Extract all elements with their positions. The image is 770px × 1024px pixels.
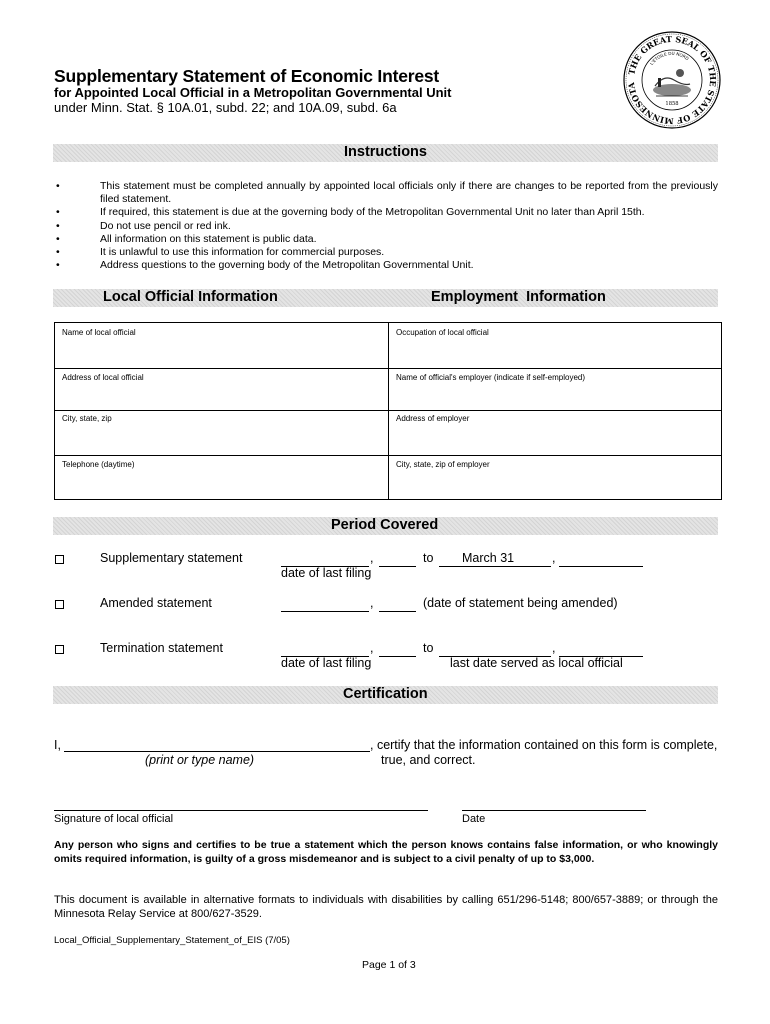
seal-outer-text: THE GREAT SEAL OF THE STATE OF MINNESOTA [625, 33, 719, 127]
page-subtitle: for Appointed Local Official in a Metropolitan Governmental Unit [54, 85, 452, 100]
supplementary-label: Supplementary statement [100, 551, 243, 565]
bullet-icon: • [56, 232, 60, 245]
date-label: Date [462, 813, 486, 825]
statute-reference: under Minn. Stat. § 10A.01, subd. 22; and 10A.09, subd. 6a [54, 100, 397, 115]
instructions-list [54, 180, 718, 272]
signature-line[interactable] [54, 810, 428, 811]
print-name-line[interactable] [64, 751, 370, 752]
form-id: Local_Official_Supplementary_Statement_of_EIS (7/05) [54, 935, 290, 946]
instructions-heading: Instructions [344, 144, 427, 160]
bullet-icon: • [56, 219, 60, 232]
supplementary-end-date: March 31 [462, 551, 515, 565]
termination-year-line[interactable] [379, 656, 416, 657]
bullet-icon: • [56, 180, 60, 192]
termination-label: Termination statement [100, 641, 223, 655]
amended-label: Amended statement [100, 596, 212, 610]
supplementary-checkbox[interactable] [55, 555, 64, 564]
city-state-zip-field[interactable]: City, state, zip [62, 414, 112, 423]
local-official-heading: Local Official Information [103, 289, 278, 305]
supplementary-year-line[interactable] [379, 566, 416, 567]
date-line[interactable] [462, 810, 646, 811]
page-number: Page 1 of 3 [362, 959, 416, 971]
termination-caption-left: date of last filing [281, 656, 372, 670]
employer-city-field[interactable]: City, state, zip of employer [396, 460, 490, 469]
signature-label: Signature of local official [54, 813, 174, 825]
list-item: • If required, this statement is due at the governing body of the Metropolitan Governmental Unit no later than April 15th. [56, 206, 645, 219]
employment-heading: Employment Information [431, 289, 606, 305]
certification-heading: Certification [343, 686, 428, 702]
bullet-icon: • [56, 259, 60, 272]
seal-motto: L'ETOILE DU NORD [648, 50, 690, 66]
amended-year-line[interactable] [379, 611, 416, 612]
employer-address-field[interactable]: Address of employer [396, 414, 470, 423]
supplementary-caption: date of last filing [281, 566, 372, 580]
termination-caption-right: last date served as local official [450, 656, 623, 670]
accessibility-notice: This document is available in alternative formats to individuals with disabilities by calling 651/296-5148; 800/657-3889; or through the Minnesota Relay Service at 800/627-3529. [54, 894, 718, 920]
list-item: • Address questions to the governing body of the Metropolitan Governmental Unit. [56, 259, 474, 272]
supplementary-end-line [439, 566, 551, 567]
print-name-caption: (print or type name) [145, 753, 255, 767]
list-item: • This statement must be completed annually by appointed local officials only if there are changes to be reported from the previously filed statement. [56, 180, 718, 206]
list-item: • It is unlawful to use this information for commercial purposes. [56, 246, 385, 259]
occupation-field[interactable]: Occupation of local official [396, 328, 489, 337]
bullet-icon: • [56, 246, 60, 259]
telephone-field[interactable]: Telephone (daytime) [62, 460, 135, 469]
bullet-icon: • [56, 206, 60, 219]
svg-text:L'ETOILE DU NORD [649, 51, 690, 66]
name-field[interactable]: Name of local official [62, 328, 136, 337]
address-field[interactable]: Address of local official [62, 373, 144, 382]
info-grid [54, 322, 722, 500]
supplementary-end-year-line[interactable] [559, 566, 643, 567]
svg-text:THE GREAT SEAL OF THE STATE OF [626, 34, 718, 126]
certification-statement: , certify that the information contained on this form is complete, [370, 738, 718, 752]
employer-name-field[interactable]: Name of official's employer (indicate if self-employed) [396, 373, 586, 382]
list-item: • All information on this statement is public data. [56, 232, 317, 245]
amended-month-line[interactable] [281, 611, 369, 612]
termination-checkbox[interactable] [55, 645, 64, 654]
state-seal-logo [622, 30, 722, 130]
seal-year: 1858 [665, 101, 679, 107]
list-item: • Do not use pencil or red ink. [56, 219, 231, 232]
amended-checkbox[interactable] [55, 600, 64, 609]
amended-note: (date of statement being amended) [423, 596, 618, 610]
legal-warning: Any person who signs and certifies to be true a statement which the person knows contains false information, or who knowingly omits required information, is guilty of a gross misdemeanor and is subject to a civil penalty of up to $3,000. [54, 839, 718, 865]
period-heading: Period Covered [331, 517, 439, 533]
page-title: Supplementary Statement of Economic Interest [54, 66, 440, 86]
